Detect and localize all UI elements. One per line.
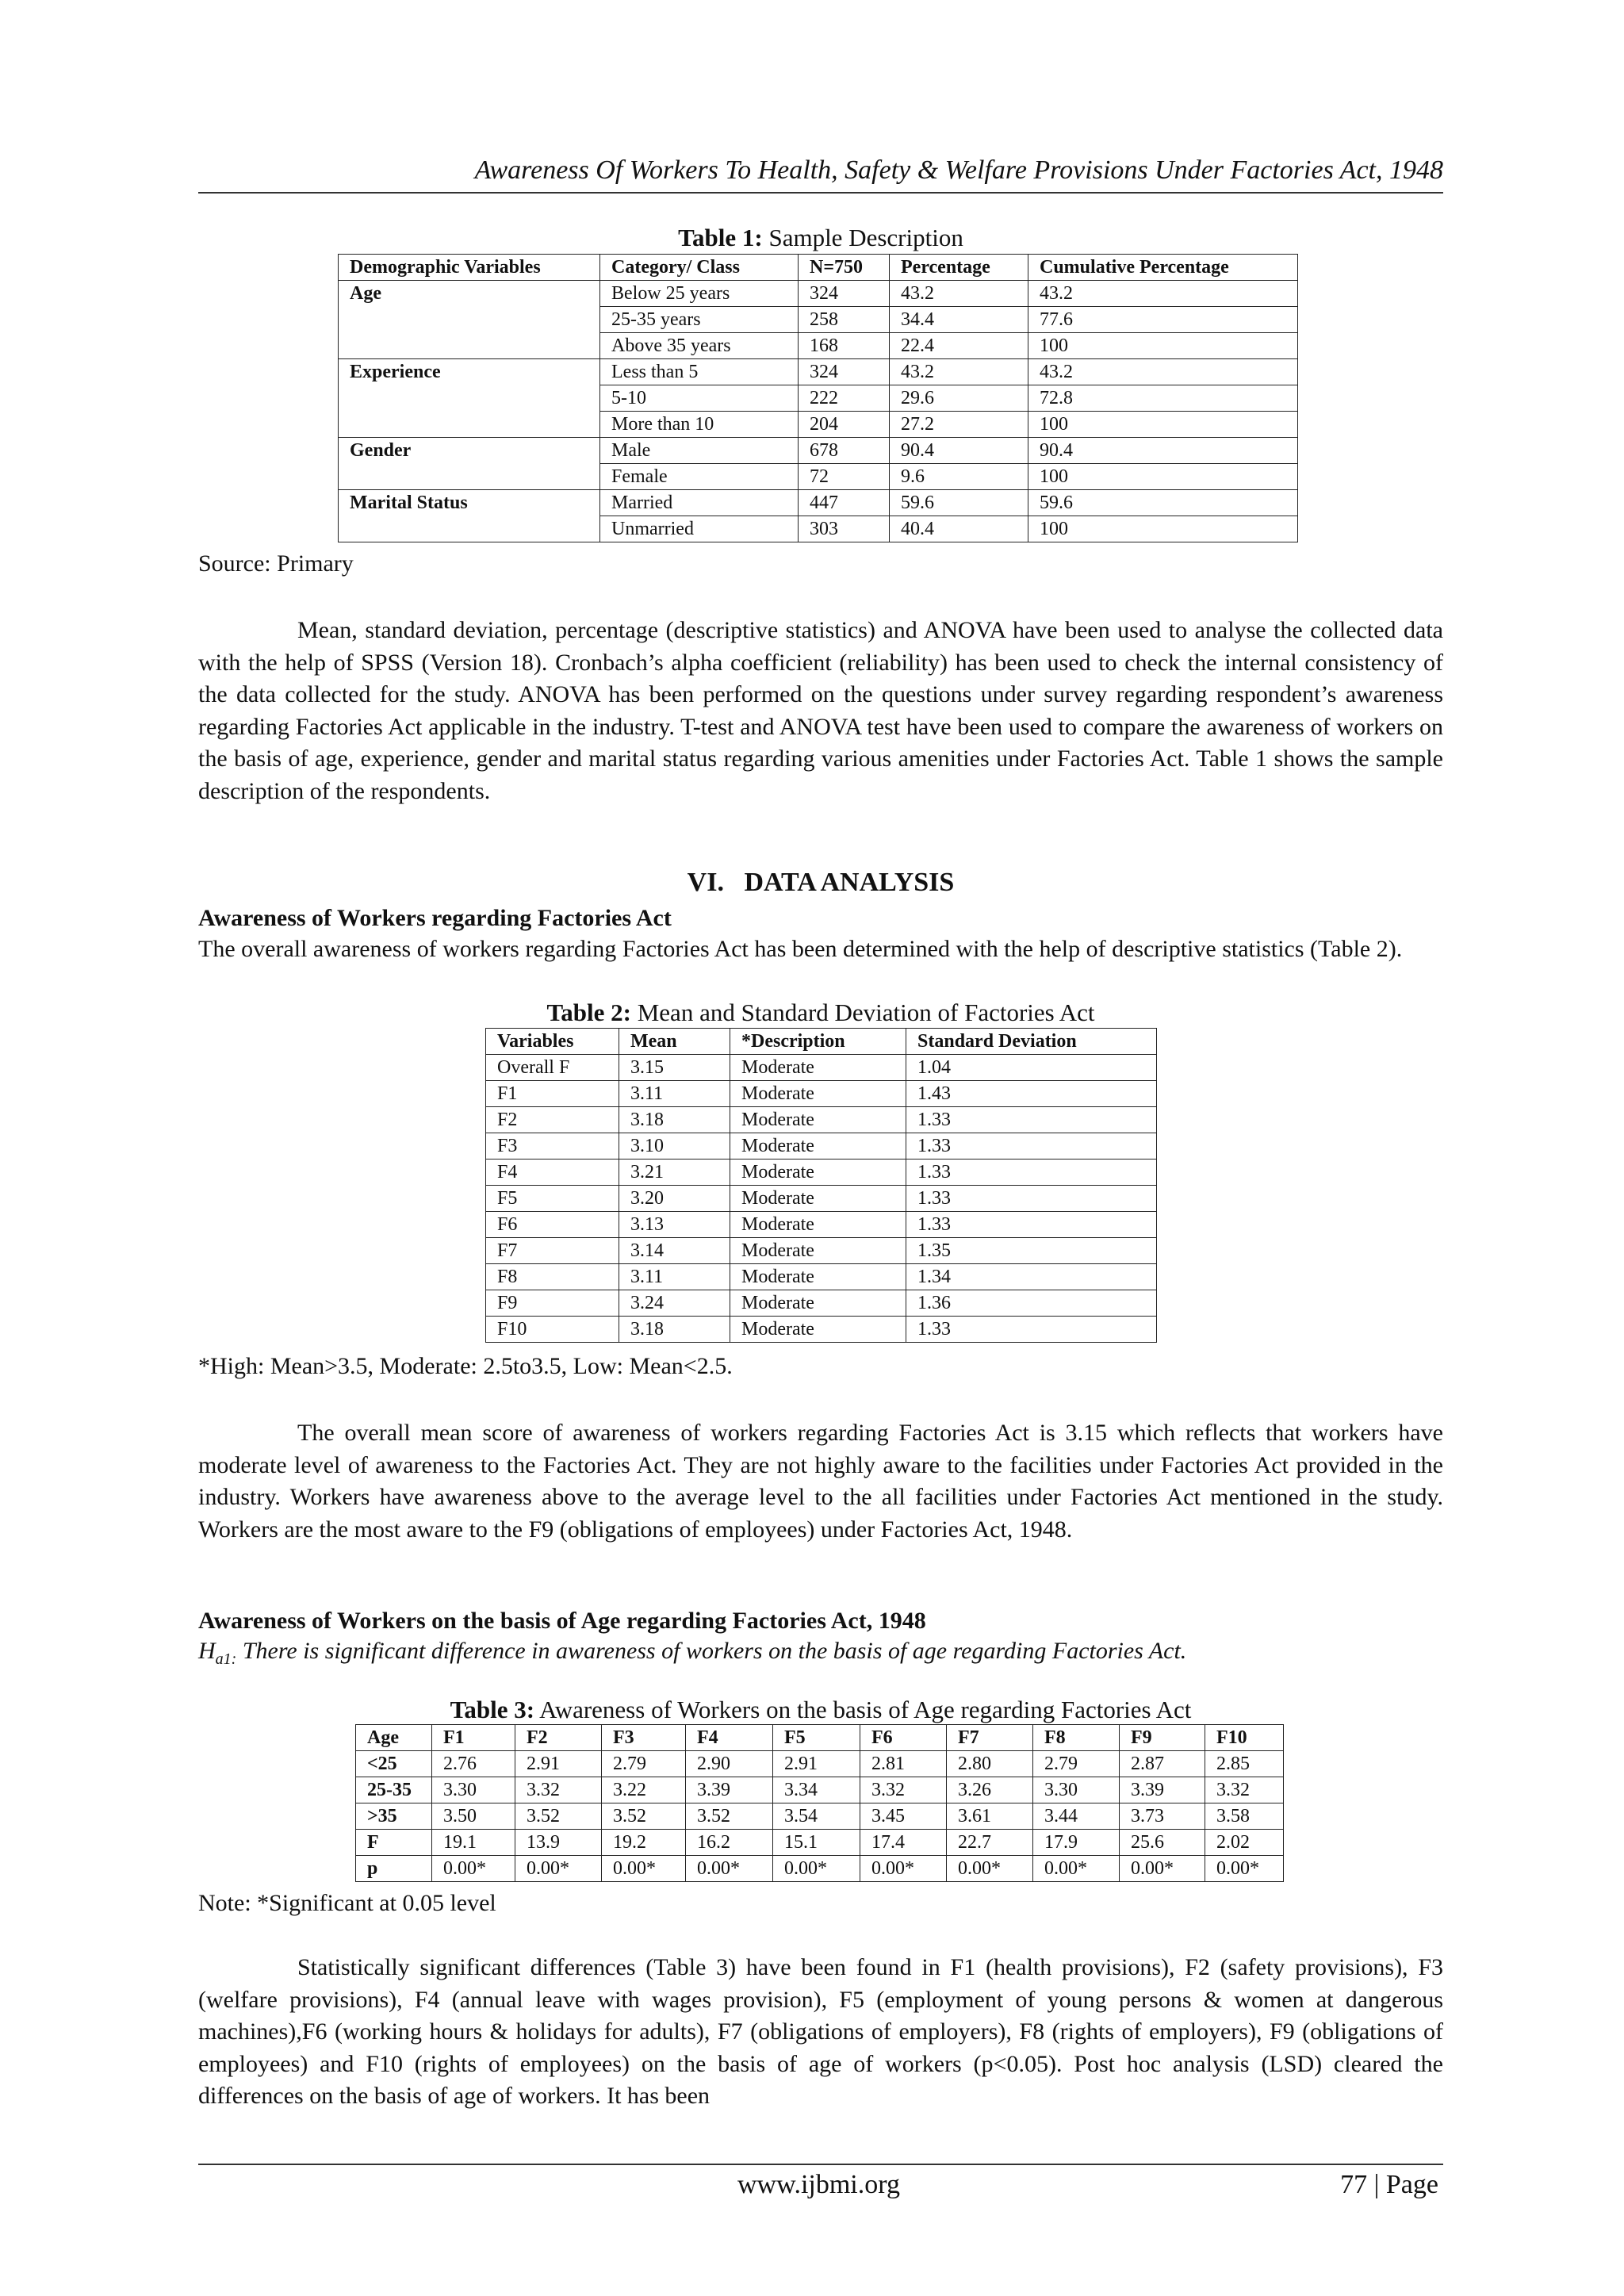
table2-cell: 3.13 — [619, 1212, 730, 1238]
table2-cell: Moderate — [730, 1107, 906, 1133]
table1-cell: 29.6 — [890, 385, 1028, 412]
table1-cell: 90.4 — [1028, 438, 1298, 464]
table1-cell: More than 10 — [600, 412, 799, 438]
table3-cell: 0.00* — [947, 1856, 1033, 1882]
table1-cell: 447 — [799, 490, 890, 516]
table3-cell: 3.73 — [1120, 1803, 1205, 1830]
table3-cell: 0.00* — [1205, 1856, 1284, 1882]
table2-cell: Moderate — [730, 1317, 906, 1343]
table2-note: *High: Mean>3.5, Moderate: 2.5to3.5, Low: Mean<2.5. — [198, 1353, 733, 1379]
table1-header-cell: Demographic Variables — [339, 255, 600, 281]
table2-cell: F3 — [486, 1133, 619, 1159]
table1-cell: Less than 5 — [600, 359, 799, 385]
table3-header-cell: F3 — [602, 1725, 686, 1751]
table3-cell: 25.6 — [1120, 1830, 1205, 1856]
table2-cell: 1.33 — [906, 1133, 1157, 1159]
table3-cell: 2.81 — [860, 1751, 947, 1777]
table2-cell: Moderate — [730, 1290, 906, 1317]
table3-cell: 16.2 — [686, 1830, 773, 1856]
table3-cell: 2.79 — [1033, 1751, 1120, 1777]
table2-cell: 3.20 — [619, 1186, 730, 1212]
table3-cell: 3.44 — [1033, 1803, 1120, 1830]
table1-cell: 168 — [799, 333, 890, 359]
table2-mean-sd — [485, 1028, 1157, 1343]
table1-cell: 100 — [1028, 464, 1298, 490]
table1-cell: 25-35 years — [600, 307, 799, 333]
table1-cell: Below 25 years — [600, 281, 799, 307]
table3-cell: 3.34 — [773, 1777, 860, 1803]
table2-row — [486, 1186, 1157, 1212]
table2-cell: 3.24 — [619, 1290, 730, 1317]
table1-cell: 43.2 — [1028, 359, 1298, 385]
table3-note: Note: *Significant at 0.05 level — [198, 1890, 496, 1916]
table1-cell: 72 — [799, 464, 890, 490]
table2-cell: Moderate — [730, 1186, 906, 1212]
table1-cell: 72.8 — [1028, 385, 1298, 412]
table2-cell: 3.15 — [619, 1055, 730, 1081]
table2-cell: 1.43 — [906, 1081, 1157, 1107]
table2-header-cell: Variables — [486, 1029, 619, 1055]
table3-header-cell: F8 — [1033, 1725, 1120, 1751]
table3-row-label: p — [356, 1856, 432, 1882]
table2-cell: Moderate — [730, 1133, 906, 1159]
table3-cell: 3.22 — [602, 1777, 686, 1803]
table2-row — [486, 1081, 1157, 1107]
table1-cell: 40.4 — [890, 516, 1028, 542]
table3-cell: 17.4 — [860, 1830, 947, 1856]
table3-header-cell: F5 — [773, 1725, 860, 1751]
table1-source: Source: Primary — [198, 550, 354, 577]
table1-cell: 678 — [799, 438, 890, 464]
subheading-awareness: Awareness of Workers regarding Factories Act — [198, 905, 672, 931]
table2-cell: 3.11 — [619, 1264, 730, 1290]
table1-variable-cell: Age — [339, 281, 600, 359]
table3-cell: 19.2 — [602, 1830, 686, 1856]
table3-header-cell: F10 — [1205, 1725, 1284, 1751]
table2-cell: 1.33 — [906, 1107, 1157, 1133]
table1-cell: 59.6 — [1028, 490, 1298, 516]
table1-row — [339, 438, 1298, 464]
table1-cell: 59.6 — [890, 490, 1028, 516]
table2-cell: 1.36 — [906, 1290, 1157, 1317]
table3-cell: 2.91 — [515, 1751, 602, 1777]
table1-header-cell: N=750 — [799, 255, 890, 281]
table3-cell: 3.52 — [686, 1803, 773, 1830]
table2-cell: 1.33 — [906, 1186, 1157, 1212]
table2-row — [486, 1264, 1157, 1290]
table3-cell: 2.79 — [602, 1751, 686, 1777]
table2-cell: F6 — [486, 1212, 619, 1238]
table1-variable-cell: Gender — [339, 438, 600, 490]
table3-cell: 3.39 — [686, 1777, 773, 1803]
table2-cell: Moderate — [730, 1081, 906, 1107]
table2-row — [486, 1159, 1157, 1186]
table3-row-label: >35 — [356, 1803, 432, 1830]
table3-cell: 2.87 — [1120, 1751, 1205, 1777]
footer-website: www.ijbmi.org — [737, 2170, 900, 2199]
table3-cell: 3.30 — [432, 1777, 515, 1803]
table2-header-cell: Mean — [619, 1029, 730, 1055]
table1-cell: 34.4 — [890, 307, 1028, 333]
table2-row — [486, 1317, 1157, 1343]
table1-row — [339, 359, 1298, 385]
table3-cell: 3.30 — [1033, 1777, 1120, 1803]
table3-cell: 3.58 — [1205, 1803, 1284, 1830]
table2-row — [486, 1290, 1157, 1317]
table2-row — [486, 1238, 1157, 1264]
table3-cell: 3.32 — [515, 1777, 602, 1803]
table1-cell: 43.2 — [1028, 281, 1298, 307]
table1-cell: Married — [600, 490, 799, 516]
table2-cell: F9 — [486, 1290, 619, 1317]
table2-header-cell: *Description — [730, 1029, 906, 1055]
running-header: Awareness Of Workers To Health, Safety & Welfare Provisions Under Factories Act, 1948 — [474, 155, 1443, 185]
table2-header-cell: Standard Deviation — [906, 1029, 1157, 1055]
table3-age-awareness — [355, 1724, 1284, 1882]
table1-header-cell: Cumulative Percentage — [1028, 255, 1298, 281]
table1-cell: 324 — [799, 281, 890, 307]
paragraph-overall-mean: The overall mean score of awareness of workers regarding Factories Act is 3.15 which reflects that workers have moderate level of awareness to the Factories Act. They are not highly aware to the facilities under Factories Act provided in the industry. Workers have awareness above to the average level to the all facilities under Factories Act mentioned in the study. Workers are the most aware to the F9 (obligations of employees) under Factories Act, 1948. — [198, 1420, 1443, 1543]
table3-row — [356, 1751, 1284, 1777]
table2-cell: 3.18 — [619, 1107, 730, 1133]
footer-rule — [198, 2164, 1443, 2165]
table2-cell: Moderate — [730, 1212, 906, 1238]
table2-cell: 3.18 — [619, 1317, 730, 1343]
table2-cell: F1 — [486, 1081, 619, 1107]
table3-row-label: F — [356, 1830, 432, 1856]
table3-cell: 22.7 — [947, 1830, 1033, 1856]
table2-cell: 3.10 — [619, 1133, 730, 1159]
table3-cell: 0.00* — [1120, 1856, 1205, 1882]
paragraph-significant-differences: Statistically significant differences (Table 3) have been found in F1 (health provisions), F2 (safety provisions), F3 (welfare provisions), F4 (annual leave with wages provision), F5 (employment of young persons & women at dangerous machines),F6 (working hours & holidays for adults), F7 (obligations of employers), F8 (rights of employers), F9 (obligations of employees) and F10 (rights of employees) on the basis of age of workers (p<0.05). Post hoc analysis (LSD) cleared the differences on the basis of age of workers. It has been — [198, 1954, 1443, 2109]
table1-cell: 22.4 — [890, 333, 1028, 359]
table1-cell: Male — [600, 438, 799, 464]
table1-cell: 27.2 — [890, 412, 1028, 438]
table1-cell: 77.6 — [1028, 307, 1298, 333]
table2-row — [486, 1212, 1157, 1238]
table3-cell: 2.91 — [773, 1751, 860, 1777]
table1-variable-cell: Experience — [339, 359, 600, 438]
table1-cell: 43.2 — [890, 359, 1028, 385]
table3-cell: 17.9 — [1033, 1830, 1120, 1856]
table3-cell: 0.00* — [602, 1856, 686, 1882]
table2-cell: Moderate — [730, 1055, 906, 1081]
table2-cell: F10 — [486, 1317, 619, 1343]
table2-cell: 1.34 — [906, 1264, 1157, 1290]
table3-cell: 3.32 — [1205, 1777, 1284, 1803]
table1-variable-cell: Marital Status — [339, 490, 600, 542]
table1-cell: 100 — [1028, 516, 1298, 542]
table1-cell: Unmarried — [600, 516, 799, 542]
table1-cell: 43.2 — [890, 281, 1028, 307]
table1-cell: 5-10 — [600, 385, 799, 412]
table1-header-cell: Percentage — [890, 255, 1028, 281]
table3-header-cell: F7 — [947, 1725, 1033, 1751]
table3-cell: 0.00* — [686, 1856, 773, 1882]
table3-cell: 2.90 — [686, 1751, 773, 1777]
table1-header-cell: Category/ Class — [600, 255, 799, 281]
table1-cell: 222 — [799, 385, 890, 412]
table3-cell: 2.76 — [432, 1751, 515, 1777]
table2-cell: 3.11 — [619, 1081, 730, 1107]
table2-cell: F4 — [486, 1159, 619, 1186]
table2-cell: F5 — [486, 1186, 619, 1212]
table1-cell: 90.4 — [890, 438, 1028, 464]
subheading-age: Awareness of Workers on the basis of Age regarding Factories Act, 1948 — [198, 1608, 926, 1634]
table3-header-cell: F6 — [860, 1725, 947, 1751]
table2-cell: 1.33 — [906, 1317, 1157, 1343]
table3-cell: 2.85 — [1205, 1751, 1284, 1777]
table3-row — [356, 1856, 1284, 1882]
table3-cell: 19.1 — [432, 1830, 515, 1856]
table3-header-cell: F9 — [1120, 1725, 1205, 1751]
table1-cell: 258 — [799, 307, 890, 333]
table2-cell: F2 — [486, 1107, 619, 1133]
footer-page-number: 77 | Page — [1340, 2170, 1438, 2199]
table3-cell: 3.50 — [432, 1803, 515, 1830]
table2-row — [486, 1107, 1157, 1133]
table3-cell: 0.00* — [1033, 1856, 1120, 1882]
table3-cell: 15.1 — [773, 1830, 860, 1856]
table2-row — [486, 1133, 1157, 1159]
table1-row — [339, 281, 1298, 307]
table1-cell: 204 — [799, 412, 890, 438]
paragraph-overall-awareness: The overall awareness of workers regarding Factories Act has been determined with the help of descriptive statistics (Table 2). — [198, 936, 1403, 962]
header-rule — [198, 192, 1443, 194]
table3-cell: 3.61 — [947, 1803, 1033, 1830]
table3-cell: 3.54 — [773, 1803, 860, 1830]
table2-caption: Table 2: Mean and Standard Deviation of Factories Act — [546, 999, 1095, 1026]
table2-cell: Moderate — [730, 1159, 906, 1186]
table2-cell: Moderate — [730, 1238, 906, 1264]
table3-caption: Table 3: Awareness of Workers on the basis of Age regarding Factories Act — [450, 1696, 1192, 1723]
table3-header-cell: Age — [356, 1725, 432, 1751]
table2-cell: Moderate — [730, 1264, 906, 1290]
table2-cell: F7 — [486, 1238, 619, 1264]
table3-cell: 0.00* — [432, 1856, 515, 1882]
table3-cell: 13.9 — [515, 1830, 602, 1856]
table2-cell: 3.21 — [619, 1159, 730, 1186]
table3-cell: 3.39 — [1120, 1777, 1205, 1803]
table2-cell: Overall F — [486, 1055, 619, 1081]
table1-caption: Table 1: Sample Description — [678, 224, 963, 251]
table3-cell: 3.52 — [602, 1803, 686, 1830]
table3-row-label: 25-35 — [356, 1777, 432, 1803]
section-heading: VI. DATA ANALYSIS — [687, 868, 955, 897]
table2-row — [486, 1055, 1157, 1081]
table3-cell: 2.80 — [947, 1751, 1033, 1777]
hypothesis-ha1: $H_{a1:}$ There is significant difference in awareness of workers on the basis of age regarding Factories Act. — [198, 1638, 1187, 1668]
table3-header-cell: F2 — [515, 1725, 602, 1751]
table1-sample-description — [338, 254, 1298, 542]
table1-cell: Female — [600, 464, 799, 490]
table1-cell: 9.6 — [890, 464, 1028, 490]
table2-cell: F8 — [486, 1264, 619, 1290]
table2-cell: 1.35 — [906, 1238, 1157, 1264]
table3-cell: 3.45 — [860, 1803, 947, 1830]
table3-row — [356, 1777, 1284, 1803]
table3-cell: 0.00* — [860, 1856, 947, 1882]
table3-cell: 0.00* — [773, 1856, 860, 1882]
table3-row — [356, 1830, 1284, 1856]
table3-row-label: <25 — [356, 1751, 432, 1777]
table3-cell: 0.00* — [515, 1856, 602, 1882]
table2-cell: 3.14 — [619, 1238, 730, 1264]
table3-header-cell: F4 — [686, 1725, 773, 1751]
table1-cell: 303 — [799, 516, 890, 542]
table1-cell: 100 — [1028, 412, 1298, 438]
table3-cell: 3.26 — [947, 1777, 1033, 1803]
table1-row — [339, 490, 1298, 516]
table2-cell: 1.33 — [906, 1159, 1157, 1186]
table3-row — [356, 1803, 1284, 1830]
table1-cell: Above 35 years — [600, 333, 799, 359]
table3-cell: 3.32 — [860, 1777, 947, 1803]
table3-header-cell: F1 — [432, 1725, 515, 1751]
table3-cell: 2.02 — [1205, 1830, 1284, 1856]
table2-cell: 1.04 — [906, 1055, 1157, 1081]
paragraph-methodology: Mean, standard deviation, percentage (descriptive statistics) and ANOVA have been used to analyse the collected data with the help of SPSS (Version 18). Cronbach’s alpha coefficient (reliability) has been used to check the internal consistency of the data collected for the study. ANOVA has been performed on the questions under survey regarding respondent’s awareness regarding Factories Act applicable in the industry. T-test and ANOVA test have been used to compare the awareness of workers on the basis of age, experience, gender and marital status regarding various amenities under Factories Act. Table 1 shows the sample description of the respondents. — [198, 617, 1443, 804]
table1-cell: 100 — [1028, 333, 1298, 359]
table2-cell: 1.33 — [906, 1212, 1157, 1238]
table1-cell: 324 — [799, 359, 890, 385]
table3-cell: 3.52 — [515, 1803, 602, 1830]
